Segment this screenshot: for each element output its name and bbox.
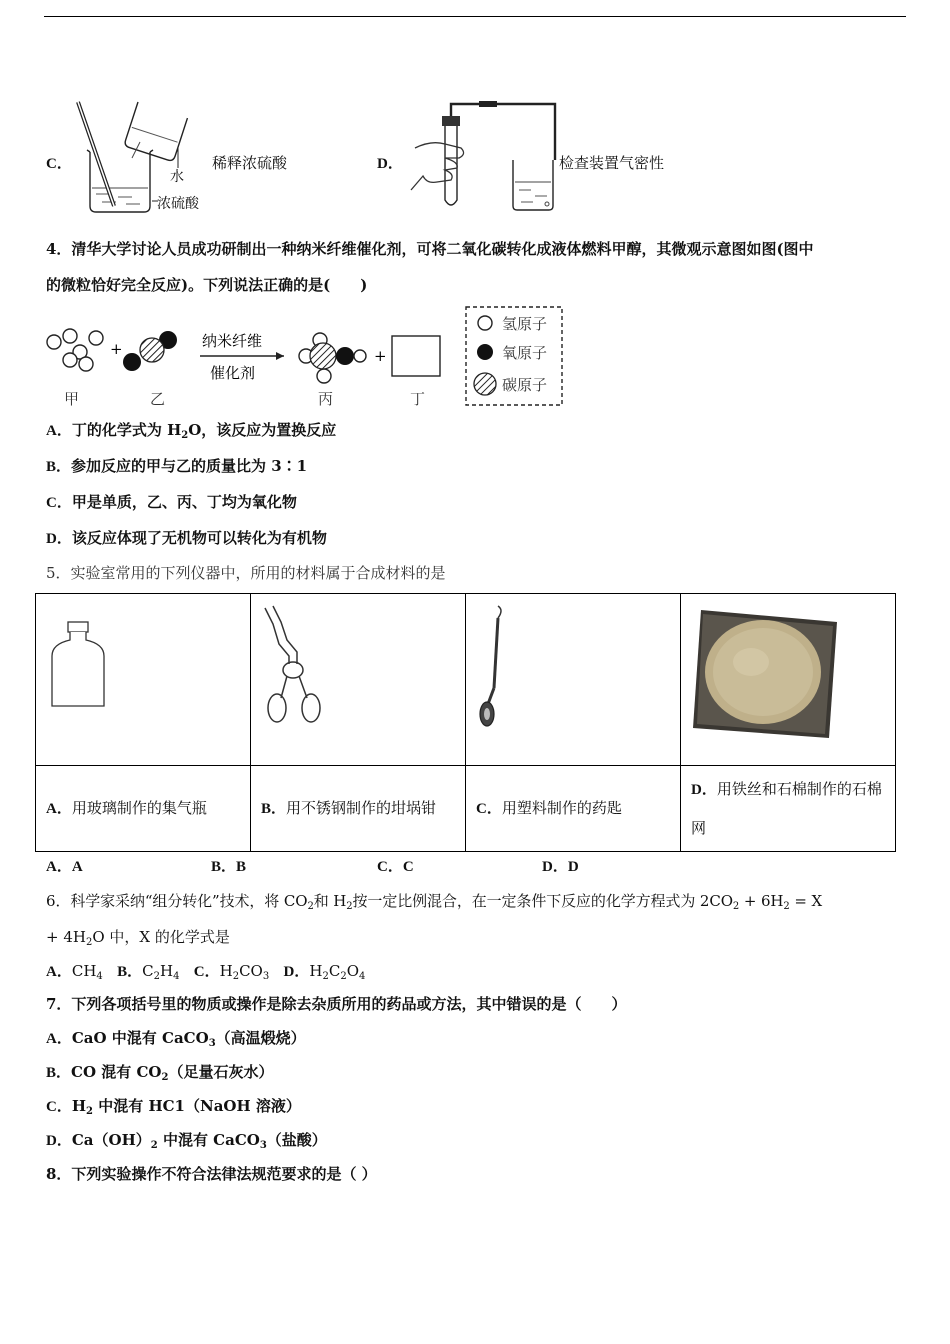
- q6-stem-line1: 6．科学家采纳“组分转化”技术，将 $CO_2$和 $H_2$按一定比例混合，在一定条件下反应的化学方程式为 $2CO_2 + 6H_2 = X$: [46, 892, 823, 912]
- q5-option-b: B．用不锈钢制作的坩埚钳: [251, 766, 466, 852]
- q6-stem-line2: + $4H_2O$ 中，X 的化学式是: [46, 928, 230, 948]
- q5-answer-c: C．C: [377, 859, 414, 875]
- q4-species-jia: 甲: [64, 390, 80, 408]
- q5-image-cell-c: [466, 594, 681, 766]
- q4-option-d: D．该反应体现了无机物可以转化为有机物: [46, 529, 327, 547]
- q4-stem-line2: 的微粒恰好完全反应)。下列说法正确的是( ): [46, 276, 368, 294]
- q7-option-c: C．$H_2$ 中混有 HC1（NaOH 溶液）: [46, 1097, 301, 1117]
- q4-option-c: C．甲是单质，乙、丙、丁均为氧化物: [46, 493, 297, 511]
- q7-option-b: B．CO 混有 $CO_2$（足量石灰水）: [46, 1063, 274, 1083]
- q5-answer-d: D．D: [542, 859, 579, 875]
- q5-options-table: [35, 593, 896, 852]
- q6-options: A．$CH_4$ B．$C_2H_4$ C．$H_2CO_3$ D．$H_2C_2O_4$: [46, 962, 366, 982]
- q5-option-d: D．用铁丝和石棉制作的石棉网: [681, 766, 896, 852]
- q7-option-d: D．$Ca(OH)_2$ 中混有 CaCO$_3$（盐酸）: [46, 1131, 327, 1151]
- q5-image-cell-b: [251, 594, 466, 766]
- q4-legend-hydrogen: 氢原子: [502, 315, 548, 333]
- q5-answer-a: A．A: [46, 859, 83, 875]
- q4-option-a: A．丁的化学式为 $H_2O$，该反应为置换反应: [46, 421, 337, 441]
- q8-stem: 8．下列实验操作不符合法律法规范要求的是（ ）: [46, 1165, 377, 1183]
- q4-reaction-diagram: [40, 304, 570, 410]
- header-rule: [44, 16, 906, 17]
- q4-option-b: B．参加反应的甲与乙的质量比为 3∶1: [46, 457, 308, 475]
- q4-arrow-bottom-label: 催化剂: [210, 364, 256, 382]
- spatula-image: [474, 604, 514, 730]
- q5-stem: 5．实验室常用的下列仪器中，所用的材料属于合成材料的是: [46, 564, 446, 582]
- q5-answer-b: B．B: [211, 859, 247, 875]
- q5-option-c: C．用塑料制作的药匙: [466, 766, 681, 852]
- q4-species-ding: 丁: [410, 390, 426, 408]
- q3-option-c-caption: 稀释浓硫酸: [212, 154, 288, 172]
- q4-plus-1: +: [110, 340, 123, 358]
- q4-species-bing: 丙: [318, 390, 334, 408]
- q7-option-a: A．CaO 中混有 CaCO$_3$（高温煅烧）: [46, 1029, 306, 1049]
- asbestos-gauze-image: [691, 602, 841, 740]
- q4-legend-oxygen: 氧原子: [502, 344, 548, 362]
- q3-option-d-label: D．: [377, 156, 403, 172]
- q4-arrow-top-label: 纳米纤维: [202, 332, 263, 350]
- q3-option-c-label: C．: [46, 156, 72, 172]
- q3-water-label: 水: [170, 169, 184, 185]
- q4-plus-2: +: [374, 347, 387, 365]
- crucible-tongs-image: [259, 604, 331, 730]
- q5-option-a: A．用玻璃制作的集气瓶: [36, 766, 251, 852]
- gas-jar-image: [48, 620, 108, 712]
- q7-stem: 7．下列各项括号里的物质或操作是除去杂质所用的药品或方法，其中错误的是（ ）: [46, 995, 627, 1013]
- q4-species-yi: 乙: [150, 390, 166, 408]
- q4-stem-line1: 4．清华大学讨论人员成功研制出一种纳米纤维催化剂，可将二氧化碳转化成液体燃料甲醇，其微观示意图如图(图中: [46, 240, 814, 258]
- q3-acid-label: 浓硫酸: [157, 196, 199, 212]
- q4-legend-carbon: 碳原子: [502, 376, 548, 394]
- q5-image-cell-d: [681, 594, 896, 766]
- q3-option-d-caption: 检查装置气密性: [559, 154, 665, 172]
- q5-image-cell-a: [36, 594, 251, 766]
- airtightness-figure: [405, 100, 560, 216]
